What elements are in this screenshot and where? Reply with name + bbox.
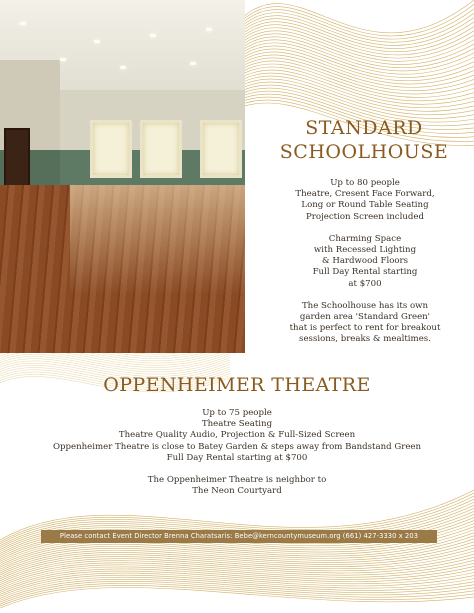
gold-wave-line (240, 9, 474, 39)
gold-wave-line (0, 585, 474, 606)
gold-wave-line (240, 55, 474, 87)
gold-wave-line (0, 577, 474, 598)
schoolhouse-feature: at $700 (348, 278, 382, 289)
schoolhouse-garden: sessions, breaks & mealtimes. (299, 334, 431, 345)
schoolhouse-feature: Full Day Rental starting (312, 267, 418, 278)
gold-wave-line (240, 67, 474, 101)
schoolhouse-title-line1: STANDARD (305, 117, 423, 139)
schoolhouse-feature: Charming Space (328, 233, 402, 244)
schoolhouse-title (276, 116, 452, 164)
gold-wave-line (240, 37, 474, 68)
schoolhouse-title-line2: SCHOOLHOUSE (279, 141, 449, 163)
gold-wave-line (240, 13, 474, 43)
oppenheimer-detail: Theatre Quality Audio, Projection & Full-Sized Screen (118, 430, 356, 441)
oppenheimer-neighbor: The Oppenheimer Theatre is neighbor to (147, 475, 327, 486)
schoolhouse-feature: with Recessed Lighting (313, 245, 417, 256)
schoolhouse-garden: that is perfect to rent for breakout (289, 323, 441, 334)
gold-wave-line (0, 545, 474, 575)
oppenheimer-detail: Up to 75 people (202, 408, 272, 418)
oppenheimer-detail: Theatre Seating (201, 419, 273, 430)
schoolhouse-detail: Projection Screen included (306, 211, 424, 222)
schoolhouse-detail: Up to 80 people (330, 178, 400, 188)
oppenheimer-description (0, 408, 474, 497)
gold-wave-line (240, 4, 474, 36)
oppenheimer-detail: Oppenheimer Theatre is close to Batey Garden & steps away from Bandstand Green (52, 441, 422, 452)
oppenheimer-title: OPPENHEIMER THEATRE (103, 374, 371, 396)
schoolhouse-garden: garden area 'Standard Green' (299, 312, 431, 323)
oppenheimer-neighbor: The Neon Courtyard (192, 486, 282, 497)
gold-wave-line (0, 563, 474, 586)
gold-wave-line (0, 583, 474, 604)
oppenheimer-detail: Full Day Rental starting at $700 (166, 452, 308, 463)
schoolhouse-feature: & Hardwood Floors (321, 256, 409, 267)
schoolhouse-detail: Long or Round Table Seating (301, 200, 429, 211)
contact-bar: Please contact Event Director Brenna Charatsaris: Bebe@kerncountymuseum.org (661) 427-3330 x 203 (41, 530, 437, 543)
gold-wave-line (0, 587, 474, 608)
schoolhouse-detail: Theatre, Cresent Face Forward, (295, 189, 435, 200)
schoolhouse-description (264, 178, 466, 346)
hall-photo (0, 0, 245, 353)
schoolhouse-garden: The Schoolhouse has its own (301, 300, 429, 311)
